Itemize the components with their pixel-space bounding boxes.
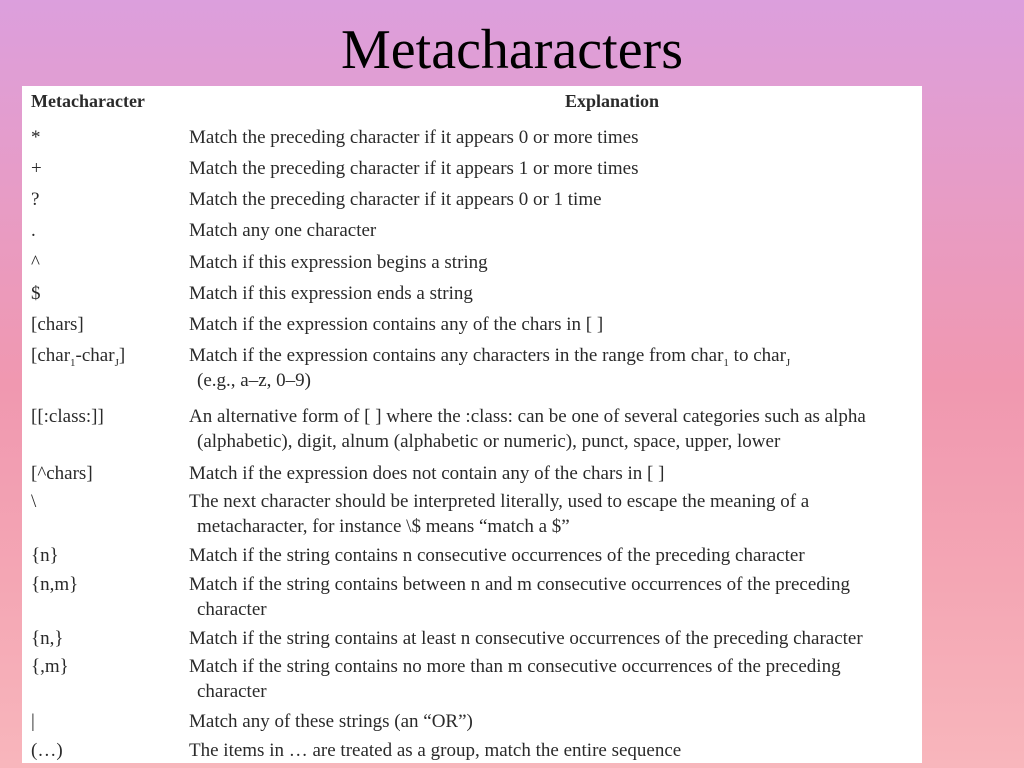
explanation-cell: Match if the string contains no more than m consecutive occurrences of the preceding character [189, 656, 841, 702]
metacharacter-cell: {n,} [31, 628, 64, 649]
explanation-cell: Match if the expression does not contain any of the chars in [ ] [189, 463, 665, 484]
metacharacter-cell: {,m} [31, 656, 69, 677]
metacharacter-cell: [^chars] [31, 463, 93, 484]
metacharacter-table [22, 86, 922, 763]
metacharacter-cell: $ [31, 283, 41, 304]
explanation-cell: Match any of these strings (an “OR”) [189, 711, 473, 732]
metacharacter-cell: {n} [31, 545, 59, 566]
metacharacter-cell: * [31, 127, 41, 148]
explanation-cell: Match if the string contains n consecutive occurrences of the preceding character [189, 545, 805, 566]
explanation-cell: The items in … are treated as a group, match the entire sequence [189, 740, 682, 761]
metacharacter-cell: ? [31, 189, 40, 210]
explanation-cell: Match if this expression ends a string [189, 283, 473, 304]
explanation-cell: Match the preceding character if it appears 0 or more times [189, 127, 639, 148]
explanation-cell: Match if the expression contains any characters in the range from char$_1$ to char$_J$ (e.g., a–z, 0–9) [189, 345, 791, 391]
explanation-cell: Match if this expression begins a string [189, 252, 488, 273]
explanation-cell: Match any one character [189, 220, 377, 241]
slide-title: Metacharacters [341, 19, 683, 81]
explanation-cell: Match the preceding character if it appears 1 or more times [189, 158, 639, 179]
metacharacter-cell: (…) [31, 740, 63, 761]
explanation-cell: The next character should be interpreted literally, used to escape the meaning of a metacharacter, for instance \$ means “match a $” [189, 491, 810, 537]
metacharacter-cell: {n,m} [31, 574, 79, 595]
column-header-explanation: Explanation [564, 91, 660, 111]
metacharacter-cell: . [31, 220, 36, 241]
explanation-cell: Match if the expression contains any of the chars in [ ] [189, 314, 604, 335]
explanation-cell: Match if the string contains between n and m consecutive occurrences of the preceding character [189, 574, 851, 620]
explanation-cell: Match the preceding character if it appears 0 or 1 time [189, 189, 602, 210]
metacharacter-cell: [char$_1$-char$_J$] [31, 345, 126, 369]
explanation-cell: Match if the string contains at least n consecutive occurrences of the preceding character [189, 628, 863, 649]
metacharacter-cell: ^ [31, 252, 40, 273]
explanation-cell: An alternative form of [ ] where the :class: can be one of several categories such as alpha (alphabetic), digit, alnum (alphabetic or numeric), punct, space, upper, lower [189, 406, 866, 452]
metacharacter-cell: + [31, 158, 42, 179]
metacharacter-cell: | [31, 711, 35, 732]
metacharacter-cell: [chars] [31, 314, 84, 335]
metacharacter-cell: [[:class:]] [31, 406, 104, 427]
column-header-metacharacter: Metacharacter [31, 91, 145, 111]
metacharacter-cell: \ [31, 491, 37, 512]
